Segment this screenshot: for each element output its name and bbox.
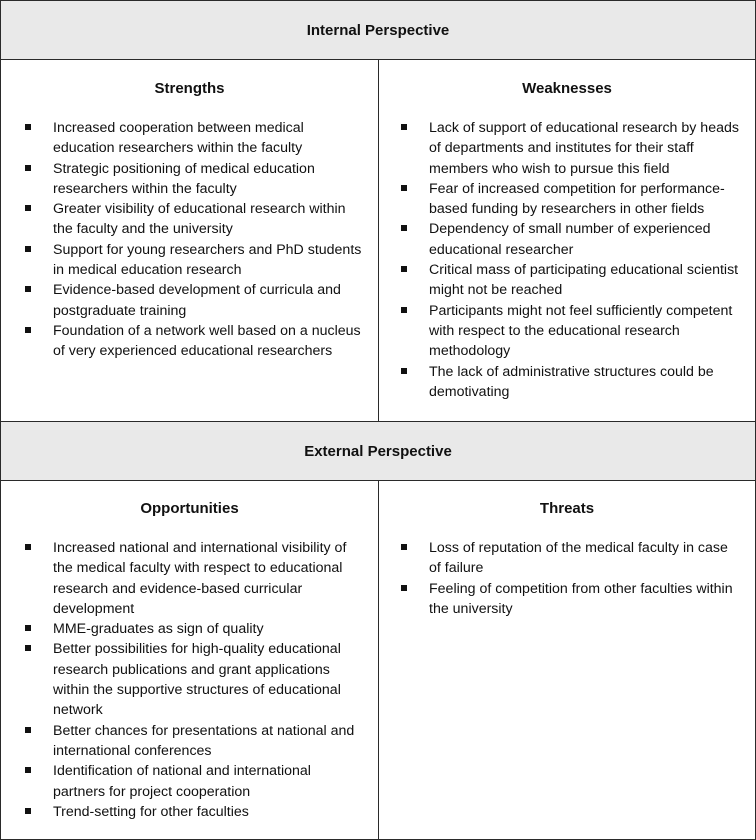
threats-list (379, 538, 755, 619)
square-bullet-icon (25, 246, 31, 252)
list-item: Greater visibility of educational research within the faculty and the university (1, 199, 378, 240)
square-bullet-icon (25, 544, 31, 550)
square-bullet-icon (401, 225, 407, 231)
weaknesses-title: Weaknesses (522, 80, 612, 97)
square-bullet-icon (25, 767, 31, 773)
list-item: Support for young researchers and PhD students in medical education research (1, 240, 378, 281)
internal-perspective-header (1, 1, 755, 60)
opportunities-cell (1, 480, 379, 839)
internal-perspective-title: Internal Perspective (306, 21, 450, 39)
list-item: Participants might not feel sufficiently competent with respect to the educational research methodology (379, 301, 755, 362)
square-bullet-icon (25, 327, 31, 333)
list-item: Feeling of competition from other faculties within the university (379, 579, 755, 620)
list-item: Dependency of small number of experienced educational researcher (379, 219, 755, 260)
list-item: Trend-setting for other faculties (1, 802, 378, 822)
list-item: Critical mass of participating educational scientist might not be reached (379, 260, 755, 301)
strengths-list (1, 118, 378, 362)
list-item: Better chances for presentations at national and international conferences (1, 721, 378, 762)
external-perspective-header (1, 421, 755, 481)
square-bullet-icon (401, 266, 407, 272)
list-item: MME-graduates as sign of quality (1, 619, 378, 639)
square-bullet-icon (401, 544, 407, 550)
square-bullet-icon (25, 808, 31, 814)
list-item: Fear of increased competition for performance-based funding by researchers in other fields (379, 179, 755, 220)
square-bullet-icon (401, 368, 407, 374)
threats-title: Threats (539, 500, 595, 517)
square-bullet-icon (25, 205, 31, 211)
threats-cell (379, 480, 755, 839)
weaknesses-list (379, 118, 755, 402)
list-item: Evidence-based development of curricula and postgraduate training (1, 280, 378, 321)
list-item: Identification of national and international partners for project cooperation (1, 761, 378, 802)
list-item: Lack of support of educational research by heads of departments and institutes for their staff members who wish to pursue this field (379, 118, 755, 179)
list-item: Increased cooperation between medical education researchers within the faculty (1, 118, 378, 159)
list-item: Loss of reputation of the medical faculty in case of failure (379, 538, 755, 579)
square-bullet-icon (25, 286, 31, 292)
square-bullet-icon (25, 727, 31, 733)
square-bullet-icon (401, 185, 407, 191)
list-item: Increased national and international visibility of the medical faculty with respect to educational research and evidence-based curricular development (1, 538, 378, 619)
strengths-cell (1, 60, 379, 421)
square-bullet-icon (25, 645, 31, 651)
list-item: Foundation of a network well based on a nucleus of very experienced educational researchers (1, 321, 378, 362)
list-item: Better possibilities for high-quality educational research publications and grant applications within the supportive structures of educational network (1, 639, 378, 720)
square-bullet-icon (401, 307, 407, 313)
list-item: The lack of administrative structures could be demotivating (379, 362, 755, 403)
square-bullet-icon (25, 124, 31, 130)
square-bullet-icon (401, 124, 407, 130)
list-item: Strategic positioning of medical education researchers within the faculty (1, 159, 378, 200)
square-bullet-icon (25, 165, 31, 171)
opportunities-title: Opportunities (140, 500, 239, 517)
opportunities-list (1, 538, 378, 822)
square-bullet-icon (401, 585, 407, 591)
external-perspective-title: External Perspective (304, 442, 452, 460)
strengths-title: Strengths (154, 80, 225, 97)
square-bullet-icon (25, 625, 31, 631)
weaknesses-cell (379, 60, 755, 421)
